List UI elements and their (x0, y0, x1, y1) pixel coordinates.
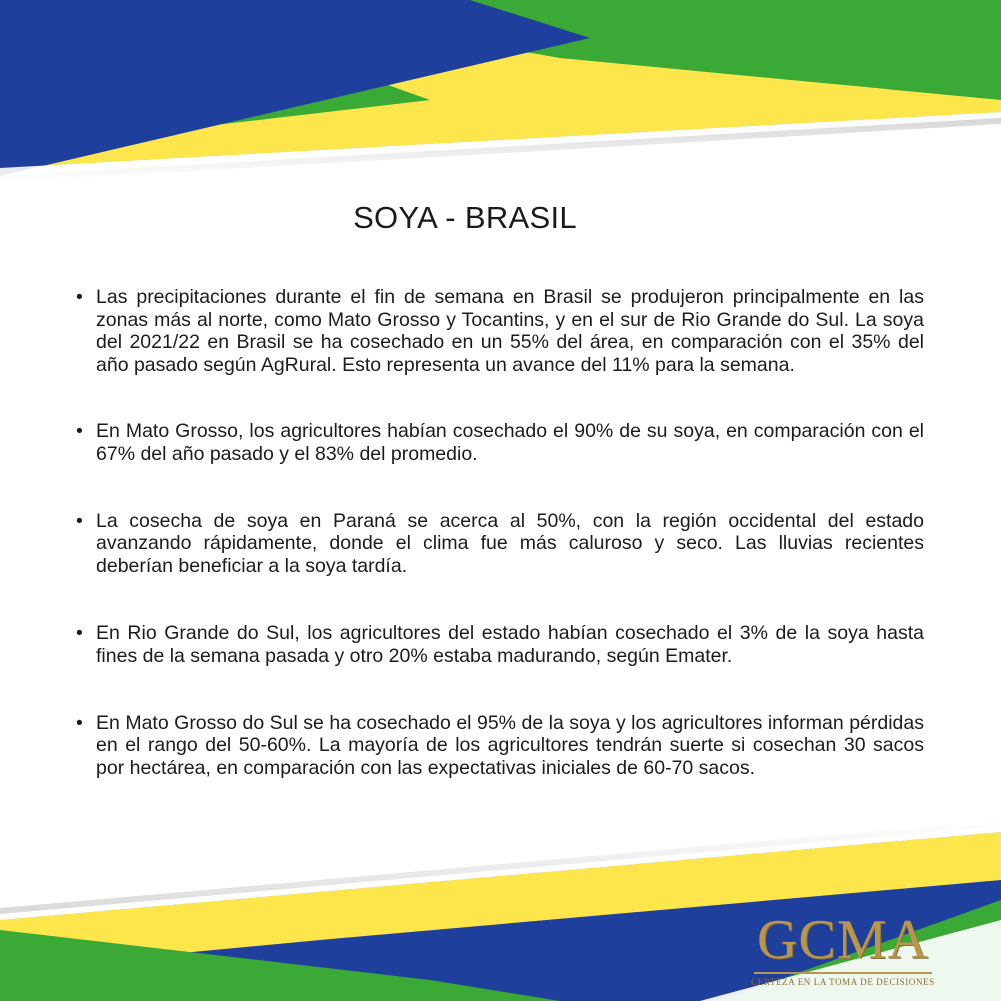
bullet-dot: • (76, 622, 83, 645)
logo-mark: GCMA (756, 909, 930, 971)
list-item (72, 622, 924, 667)
bullet-text: Las precipitaciones durante el fin de semana en Brasil se produjeron principalmente en las zonas más al norte, como Mato Grosso y Tocantins, y en el sur de Rio Grande do Sul. La soya del 2021/22 en Brasil se ha cosechado en un 55% del área, en comparación con el 35% del año pasado según AgRural. Esto representa un avance del 11% para la semana. (96, 286, 924, 376)
list-item (72, 420, 924, 465)
bullet-text: La cosecha de soya en Paraná se acerca al 50%, con la región occidental del estado avanzando rápidamente, donde el clima fue más caluroso y seco. Las lluvias recientes deberían beneficiar a la soya tardía. (96, 509, 924, 577)
top-banner-graphic (0, 0, 1001, 190)
bullet-list (72, 286, 924, 779)
bullet-dot: • (76, 420, 83, 443)
page-title: SOYA - BRASIL (353, 200, 577, 235)
bullet-dot: • (76, 711, 83, 734)
bullet-text: En Mato Grosso, los agricultores habían cosechado el 90% de su soya, en comparación con el 67% del año pasado y el 83% del promedio. (96, 420, 924, 465)
list-item (72, 712, 924, 780)
logo-tagline: CERTEZA EN LA TOMA DE DECISIONES (751, 977, 935, 987)
bullet-text: En Mato Grosso do Sul se ha cosechado el 95% de la soya y los agricultores informan pérdidas en el rango del 50-60%. La mayoría de los agricultores tendrán suerte si cosechan 30 sacos por hectárea, en comparación con las expectativas iniciales de 60-70 sacos. (96, 711, 924, 779)
bullet-dot: • (76, 286, 83, 308)
gcma-logo (748, 909, 938, 987)
bullet-text: En Rio Grande do Sul, los agricultores del estado habían cosechado el 3% de la soya hasta fines de la semana pasada y otro 20% estaba madurando, según Emater. (96, 622, 924, 667)
bullet-dot: • (76, 509, 83, 532)
list-item (72, 286, 924, 376)
logo-divider (754, 972, 932, 974)
list-item (72, 510, 924, 578)
